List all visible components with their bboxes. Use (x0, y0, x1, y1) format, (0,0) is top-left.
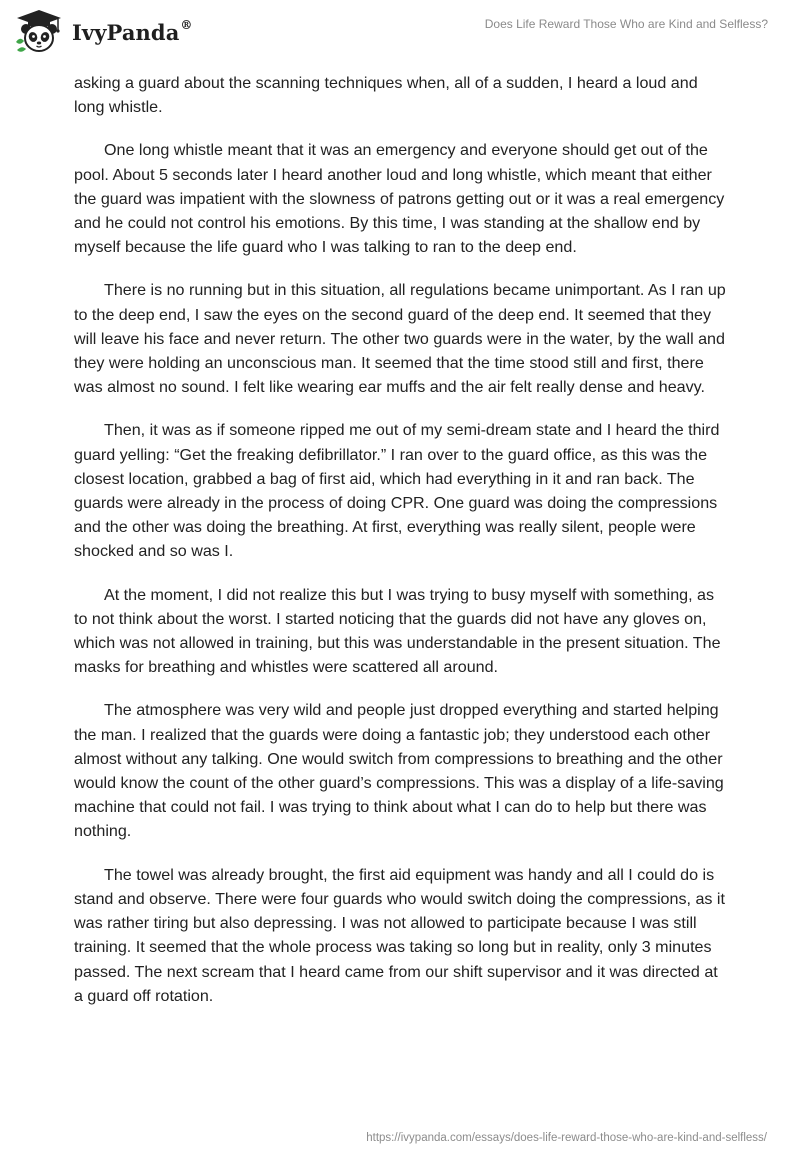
source-url[interactable]: https://ivypanda.com/essays/does-life-reward-those-who-are-kind-and-selfless/ (366, 1132, 767, 1144)
registered-mark: ® (180, 17, 193, 32)
panda-graduate-icon (14, 8, 64, 54)
paragraph: The atmosphere was very wild and people just dropped everything and started helping the man. I realized that the guards were doing a fantastic job; they understood each other almost without any talking. One would switch from compressions to breathing and the other would know the count of the other guard’s compressions. This was a display of a life-saving machine that could not fail. I was trying to think about what I can do to help but there was nothing. (74, 701, 724, 841)
paragraph: The towel was already brought, the first aid equipment was handy and all I could do is stand and observe. There were four guards who would switch doing the compressions, as it was rather tiring but also depressing. I was not allowed to participate because I was still training. It seemed that the whole process was taking so long but in reality, only 3 minutes passed. The next scream that I heard came from our shift supervisor and it was directed at a guard off rotation. (74, 865, 725, 1005)
paragraph: At the moment, I did not realize this but I was trying to busy myself with something, as to not think about the worst. I started noticing that the guards did not have any gloves on, which was not allowed in training, but this was understandable in the present situation. The masks for breathing and whistles were scattered all around. (74, 585, 721, 677)
page-header (0, 0, 800, 60)
document-title: Does Life Reward Those Who are Kind and Selfless? (484, 17, 768, 31)
article-body (74, 71, 730, 1027)
paragraph: One long whistle meant that it was an emergency and everyone should get out of the pool. About 5 seconds later I heard another loud and long whistle, which meant that either the guard was impatient with the slowness of patrons getting out or it was a real emergency and he could not control his emotions. By this time, I was standing at the shallow end by myself because the life guard who I was talking to ran to the deep end. (74, 141, 725, 257)
paragraph: Then, it was as if someone ripped me out of my semi-dream state and I heard the third guard yelling: “Get the freaking defibrillator.” I ran over to the guard office, as this was the closest location, grabbed a bag of first aid, which had everything in it and ran back. The guards were already in the process of doing CPR. One guard was doing the compressions and the other was doing the breathing. At first, everything was really silent, people were shocked and so was I. (74, 421, 720, 561)
brand-name: IvyPanda® (72, 17, 193, 45)
paragraph: asking a guard about the scanning techniques when, all of a sudden, I heard a loud and long whistle. (74, 74, 698, 117)
brand-logo[interactable] (14, 8, 193, 54)
paragraph: There is no running but in this situation, all regulations became unimportant. As I ran up to the deep end, I saw the eyes on the second guard of the deep end. It seemed that they will leave his face and never return. The other two guards were in the water, by the wall and they were holding an unconscious man. It seemed that the time stood still and first, there was almost no sound. I felt like wearing ear muffs and the air felt really dense and heavy. (74, 281, 726, 397)
